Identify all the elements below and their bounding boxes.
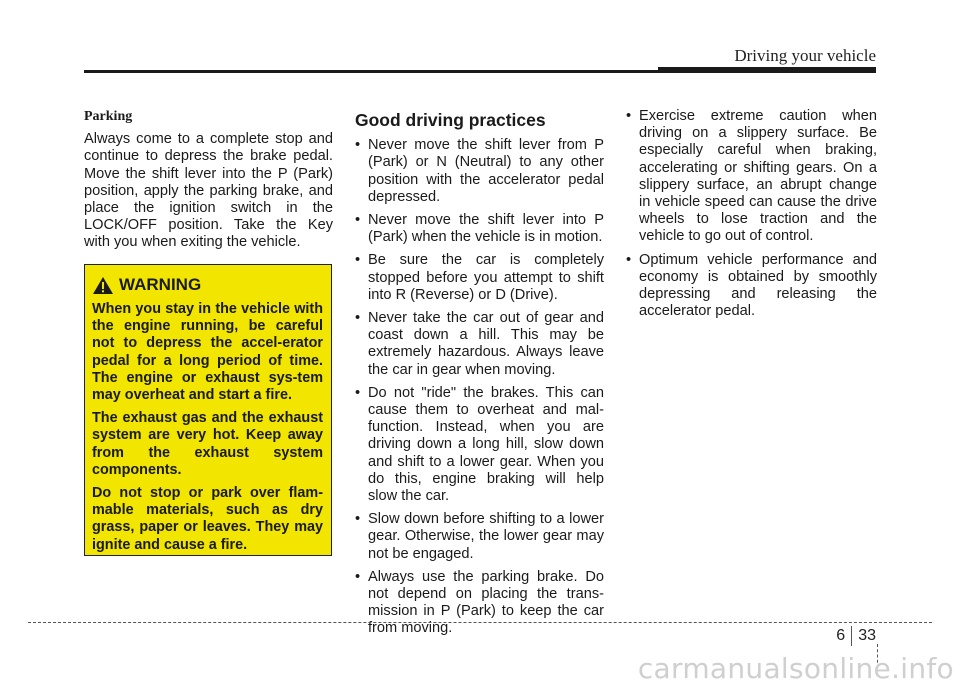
parking-text: Always come to a complete stop and continue to depress the brake pedal. Move the shift lever into the P (Park) position, apply the parking brake, and place the ignition switch in the LOCK/OFF position. Take the Key with you when exiting the vehicle. bbox=[84, 131, 333, 251]
page-number-value: 33 bbox=[858, 627, 876, 644]
warning-paragraph: When you stay in the vehicle with the engine running, be careful not to depress the accel-erator pedal for a long period of time. The engine or exhaust sys-tem may overheat and start a fire. bbox=[92, 301, 323, 404]
list-item: • Never take the car out of gear and coast down a hill. This may be extremely hazardous. Always leave the car in gear when moving. bbox=[355, 310, 604, 379]
warning-title: WARNING bbox=[119, 275, 202, 294]
column-right bbox=[626, 108, 877, 326]
practices-list-continued bbox=[626, 108, 877, 320]
footer-rule bbox=[28, 622, 932, 623]
warning-paragraph: The exhaust gas and the exhaust system are very hot. Keep away from the exhaust system components. bbox=[92, 410, 323, 478]
chapter-number: 6 bbox=[836, 627, 846, 644]
watermark: carmanualsonline.info bbox=[637, 652, 954, 685]
list-item: • Never move the shift lever from P (Park) or N (Neutral) to any other position with the accelerator pedal depressed. bbox=[355, 137, 604, 206]
list-item: • Exercise extreme caution when driving on a slippery surface. Be especially careful when braking, accelerating or shifting gears. On a slippery surface, an abrupt change in vehicle speed can cause the drive wheels to lose traction and the vehicle to go out of control. bbox=[626, 108, 877, 246]
list-item: • Optimum vehicle performance and economy is obtained by smoothly depressing and releasing the accelerator pedal. bbox=[626, 252, 877, 321]
section-title: Good driving practices bbox=[355, 110, 546, 130]
column-middle bbox=[355, 108, 604, 644]
parking-subhead: Parking bbox=[84, 109, 133, 124]
header-rule bbox=[84, 70, 658, 73]
practices-list bbox=[355, 137, 604, 637]
warning-header bbox=[92, 275, 323, 295]
page-number-divider bbox=[851, 626, 852, 646]
list-item: • Do not "ride" the brakes. This can cause them to overheat and mal-function. Instead, when you are driving down a long hill, slow down and shift to a lower gear. When you do this, engine braking will help slow the car. bbox=[355, 385, 604, 505]
page-header-title: Driving your vehicle bbox=[734, 46, 876, 65]
list-item: • Always use the parking brake. Do not depend on placing the trans-mission in P (Park) to keep the car from moving. bbox=[355, 569, 604, 638]
column-left bbox=[84, 108, 333, 252]
page-number bbox=[836, 626, 876, 646]
list-item: • Slow down before shifting to a lower gear. Otherwise, the lower gear may not be engaged. bbox=[355, 511, 604, 563]
warning-paragraph: Do not stop or park over flam-mable materials, such as dry grass, paper or leaves. They may ignite and cause a fire. bbox=[92, 485, 323, 553]
list-item: • Never move the shift lever into P (Park) when the vehicle is in motion. bbox=[355, 212, 604, 246]
warning-box bbox=[84, 264, 332, 556]
warning-triangle-icon bbox=[92, 276, 114, 295]
header-rule-accent bbox=[658, 67, 876, 73]
list-item: • Be sure the car is completely stopped before you attempt to shift into R (Reverse) or D (Drive). bbox=[355, 252, 604, 304]
